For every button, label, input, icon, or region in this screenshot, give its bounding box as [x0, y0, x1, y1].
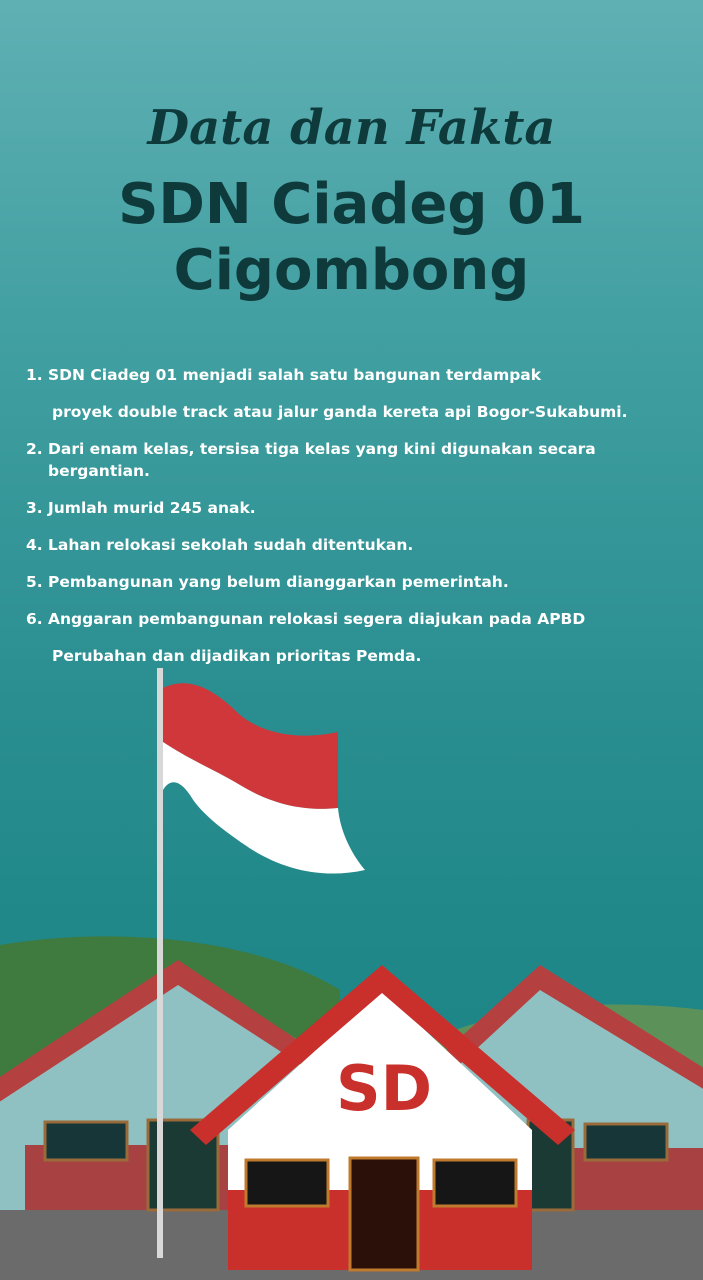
- fact-text-continued: Perubahan dan dijadikan prioritas Pemda.: [52, 647, 422, 665]
- title-line-1: SDN Ciadeg 01: [118, 172, 585, 237]
- fact-text: Jumlah murid 245 anak.: [48, 499, 256, 517]
- fact-number: 2.: [26, 440, 43, 458]
- fact-text-continued: proyek double track atau jalur ganda kereta api Bogor-Sukabumi.: [52, 403, 628, 421]
- fact-text: Lahan relokasi sekolah sudah ditentukan.: [48, 536, 414, 554]
- title-line-2: Cigombong: [173, 238, 530, 303]
- fact-number: 1.: [26, 366, 43, 384]
- flag-pole: [157, 668, 163, 1258]
- fact-text: Pembangunan yang belum dianggarkan pemerintah.: [48, 573, 509, 591]
- fact-number: 3.: [26, 499, 43, 517]
- fact-number: 4.: [26, 536, 43, 554]
- fact-text: Dari enam kelas, tersisa tiga kelas yang kini digunakan secara bergantian.: [48, 440, 596, 480]
- fact-text: SDN Ciadeg 01 menjadi salah satu bangunan terdampak: [48, 366, 542, 384]
- fact-number: 6.: [26, 610, 43, 628]
- indonesia-flag: [163, 683, 365, 873]
- title-script: Data dan Fakta: [147, 100, 556, 156]
- school-sign: SD: [335, 1052, 433, 1125]
- fact-text: Anggaran pembangunan relokasi segera diajukan pada APBD: [48, 610, 586, 628]
- fact-number: 5.: [26, 573, 43, 591]
